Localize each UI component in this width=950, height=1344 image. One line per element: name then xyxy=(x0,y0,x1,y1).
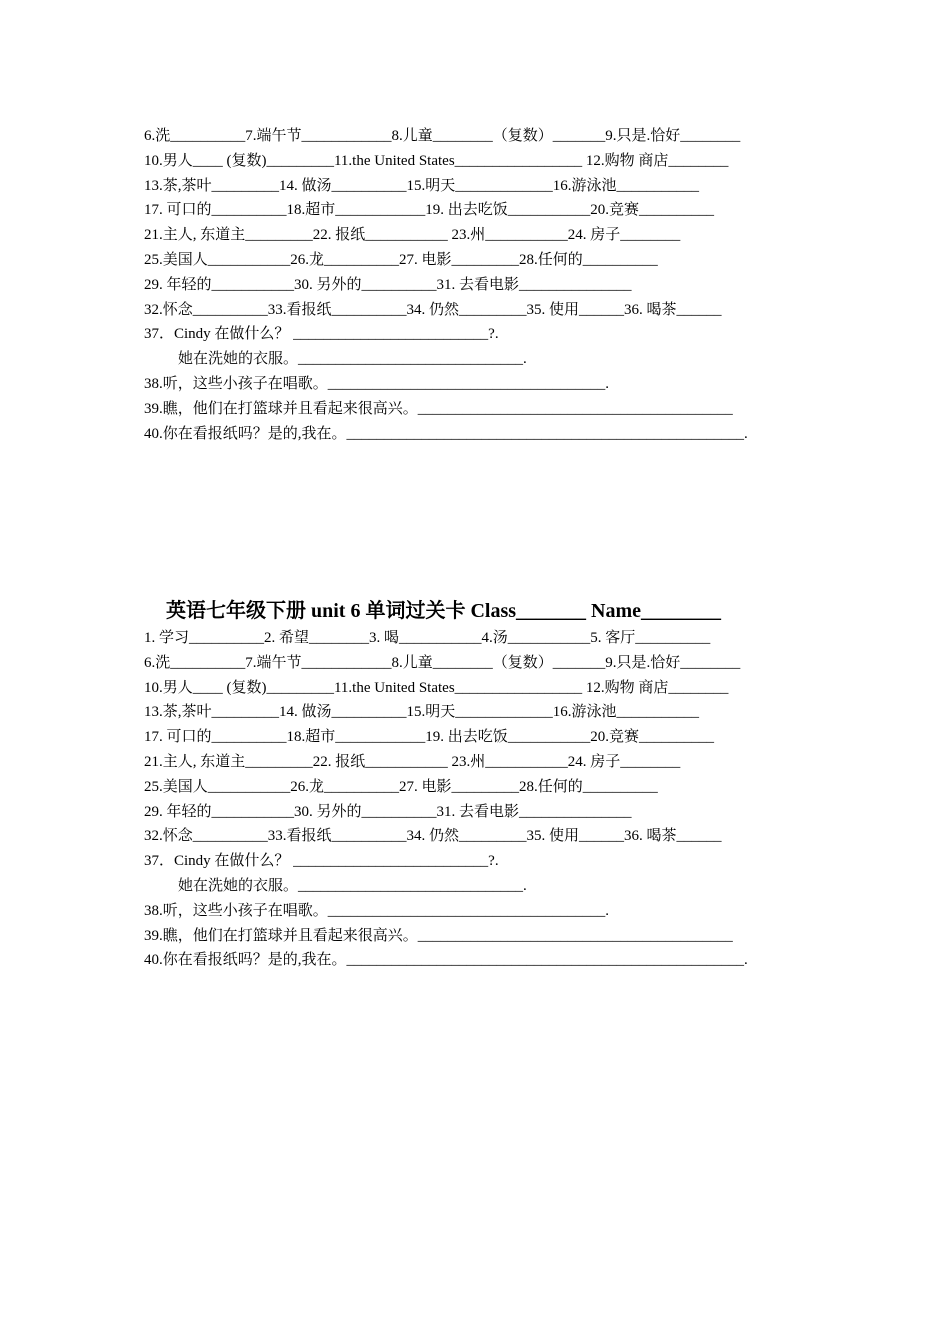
sentence-question-37: 37．Cindy 在做什么？ __________________________?. xyxy=(144,326,499,343)
worksheet-line: 25.美国人___________26.龙__________27. 电影_________28.任何的__________ xyxy=(144,778,658,795)
worksheet-line: 25.美国人___________26.龙__________27. 电影_________28.任何的__________ xyxy=(144,251,658,268)
sentence-answer-37: 她在洗她的衣服。______________________________. xyxy=(178,351,527,368)
worksheet-line: 32.怀念__________33.看报纸__________34. 仍然_________35. 使用______36. 喝茶______ xyxy=(144,828,722,845)
worksheet-line: 13.茶,茶叶_________14. 做汤__________15.明天_____________16.游泳池___________ xyxy=(144,704,700,721)
worksheet-line: 29. 年轻的___________30. 另外的__________31. 去看电影_______________ xyxy=(144,276,632,293)
sentence-question-37: 37．Cindy 在做什么？ __________________________?. xyxy=(144,853,499,870)
sentence-answer-37: 她在洗她的衣服。______________________________. xyxy=(178,877,527,894)
worksheet-line: 10.男人____ (复数)_________11.the United States_________________ 12.购物 商店________ xyxy=(144,679,729,696)
bottom-worksheet-section xyxy=(144,596,824,973)
sentence-question-39: 39.瞧，他们在打篮球并且看起来很高兴。__________________________________________ xyxy=(144,927,733,944)
sentence-question-40: 40.你在看报纸吗？是的,我在。_____________________________________________________. xyxy=(144,952,748,969)
worksheet-line: 6.洗__________7.端午节____________8.儿童________（复数）_______9.只是.恰好________ xyxy=(144,128,741,144)
worksheet-line: 17. 可口的__________18.超市____________19. 出去吃饭___________20.竞赛__________ xyxy=(144,202,715,219)
worksheet-title: 英语七年级下册 unit 6 单词过关卡 Class_______ Name________ xyxy=(166,600,722,622)
sentence-question-38: 38.听，这些小孩子在唱歌。_____________________________________. xyxy=(144,902,610,919)
worksheet-line: 13.茶,茶叶_________14. 做汤__________15.明天_____________16.游泳池___________ xyxy=(144,177,700,194)
worksheet-line: 17. 可口的__________18.超市____________19. 出去吃饭___________20.竞赛__________ xyxy=(144,729,715,746)
worksheet-line: 29. 年轻的___________30. 另外的__________31. 去看电影_______________ xyxy=(144,803,632,820)
worksheet-line: 32.怀念__________33.看报纸__________34. 仍然_________35. 使用______36. 喝茶______ xyxy=(144,301,722,318)
worksheet-line: 10.男人____ (复数)_________11.the United States_________________ 12.购物 商店________ xyxy=(144,152,729,169)
worksheet-line: 21.主人, 东道主_________22. 报纸___________ 23.州___________24. 房子________ xyxy=(144,753,681,770)
sentence-question-40: 40.你在看报纸吗？是的,我在。_____________________________________________________. xyxy=(144,425,748,442)
sentence-question-39: 39.瞧，他们在打篮球并且看起来很高兴。__________________________________________ xyxy=(144,400,733,417)
worksheet-line: 6.洗__________7.端午节____________8.儿童________（复数）_______9.只是.恰好________ xyxy=(144,654,741,671)
worksheet-line: 1. 学习__________2. 希望________3. 喝___________4.汤___________5. 客厅__________ xyxy=(144,630,711,646)
sentence-question-38: 38.听，这些小孩子在唱歌。_____________________________________. xyxy=(144,375,610,392)
top-worksheet-section xyxy=(144,124,824,446)
worksheet-line: 21.主人, 东道主_________22. 报纸___________ 23.州___________24. 房子________ xyxy=(144,227,681,244)
